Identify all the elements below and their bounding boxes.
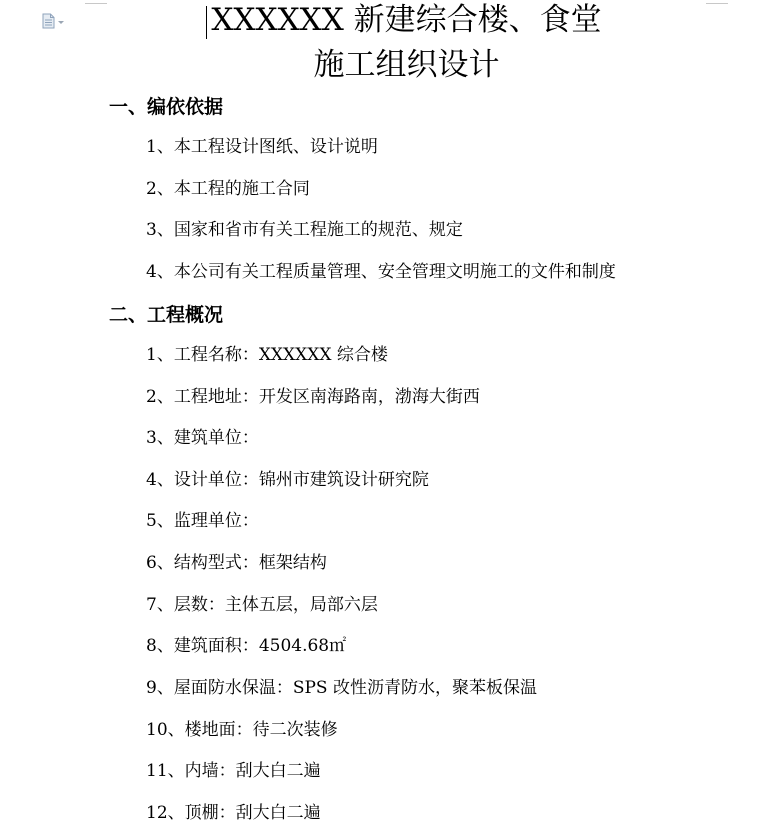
list-item[interactable]: 10、楼地面：待二次装修 xyxy=(146,720,338,740)
document-title-line-1[interactable]: XXXXXX 新建综合楼、食堂 xyxy=(211,2,602,38)
list-item[interactable]: 5、监理单位： xyxy=(146,511,259,531)
list-item[interactable]: 1、工程名称：XXXXXX 综合楼 xyxy=(146,345,388,365)
list-item[interactable]: 4、设计单位：锦州市建筑设计研究院 xyxy=(146,470,429,490)
document-title-line-2[interactable]: 施工组织设计 xyxy=(313,47,500,83)
list-item[interactable]: 2、本工程的施工合同 xyxy=(146,179,310,199)
section-heading-overview[interactable]: 二、工程概况 xyxy=(109,304,224,326)
list-item[interactable]: 9、屋面防水保温：SPS 改性沥青防水，聚苯板保温 xyxy=(146,678,537,698)
list-item[interactable]: 7、层数：主体五层，局部六层 xyxy=(146,595,378,615)
text-cursor xyxy=(206,6,207,39)
list-item[interactable]: 12、顶棚：刮大白二遍 xyxy=(146,803,321,823)
list-item[interactable]: 4、本公司有关工程质量管理、安全管理文明施工的文件和制度 xyxy=(146,262,616,282)
section-heading-basis[interactable]: 一、编依依据 xyxy=(109,96,224,118)
list-item[interactable]: 8、建筑面积：4504.68㎡ xyxy=(146,636,347,656)
list-item[interactable]: 1、本工程设计图纸、设计说明 xyxy=(146,137,378,157)
list-item[interactable]: 3、建筑单位： xyxy=(146,428,259,448)
list-item[interactable]: 2、工程地址：开发区南海路南，渤海大街西 xyxy=(146,387,480,407)
list-item[interactable]: 11、内墙：刮大白二遍 xyxy=(146,761,321,781)
list-item[interactable]: 6、结构型式：框架结构 xyxy=(146,553,327,573)
list-item[interactable]: 3、国家和省市有关工程施工的规范、规定 xyxy=(146,220,463,240)
